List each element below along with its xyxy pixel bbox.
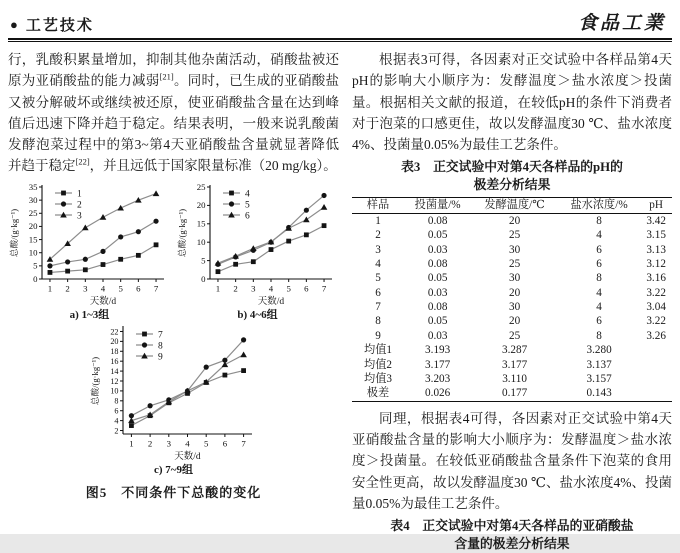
svg-text:1: 1 xyxy=(47,283,53,294)
table-cell: 30 xyxy=(509,301,521,313)
table-header-cell: 发酵温度/℃ xyxy=(471,198,558,213)
text-segment: ，并且远低于国家限量标准（20 mg/kg）。 xyxy=(89,158,337,174)
chart-c xyxy=(89,322,259,464)
svg-text:总酸/(g·kg⁻¹): 总酸/(g·kg⁻¹) xyxy=(9,208,19,257)
table-row xyxy=(352,372,672,386)
table-cell: 3.04 xyxy=(646,301,666,313)
table-cell: 3.177 xyxy=(425,358,451,371)
table3-title xyxy=(352,158,672,194)
table-cell: 20 xyxy=(509,286,521,299)
svg-text:10: 10 xyxy=(109,386,118,396)
svg-text:7: 7 xyxy=(157,330,163,341)
content-columns xyxy=(8,49,672,553)
svg-text:3: 3 xyxy=(83,283,88,294)
subplot-b xyxy=(176,181,339,322)
svg-text:3: 3 xyxy=(77,211,82,222)
table-row xyxy=(352,300,672,314)
svg-text:3: 3 xyxy=(251,283,256,294)
table-cell: 3.16 xyxy=(646,272,666,285)
svg-text:7: 7 xyxy=(321,283,327,294)
table-cell: 3.157 xyxy=(586,372,612,385)
table-cell xyxy=(640,386,672,401)
table-cell: 3.110 xyxy=(502,372,527,385)
section-header xyxy=(10,14,94,35)
table-cell: 4 xyxy=(596,286,602,299)
figure-5-caption: 图5 不同条件下总酸的变化 xyxy=(85,484,262,500)
journal-logo: 食品工業 xyxy=(577,13,666,34)
svg-text:30: 30 xyxy=(28,194,38,205)
svg-text:20: 20 xyxy=(196,199,206,210)
table-cell: 均值2 xyxy=(364,358,392,371)
table3-head-row xyxy=(352,198,672,213)
table-cell: 3.193 xyxy=(425,344,451,357)
svg-text:8: 8 xyxy=(113,396,118,406)
svg-text:2: 2 xyxy=(65,283,70,294)
table-cell: 7 xyxy=(375,301,381,313)
svg-text:10: 10 xyxy=(28,247,38,258)
svg-text:2: 2 xyxy=(147,438,152,449)
table-row xyxy=(352,271,672,285)
table-cell: 3.42 xyxy=(646,214,666,227)
svg-text:6: 6 xyxy=(245,211,250,222)
svg-text:0: 0 xyxy=(201,273,206,284)
svg-text:天数/d: 天数/d xyxy=(257,296,285,307)
svg-text:6: 6 xyxy=(113,406,118,416)
page-header xyxy=(8,6,672,38)
subplot-c-caption: c) 7~9组 xyxy=(153,463,193,476)
svg-text:天数/d: 天数/d xyxy=(89,296,117,307)
subplot-b-caption: b) 4~6组 xyxy=(237,308,278,321)
chart-a xyxy=(8,181,171,309)
table-cell: 3.287 xyxy=(502,344,528,357)
table-cell: 0.08 xyxy=(427,257,448,270)
svg-text:22: 22 xyxy=(109,327,118,337)
table-cell: 0.177 xyxy=(502,387,528,400)
table-cell: 9 xyxy=(375,329,381,342)
table-row xyxy=(352,386,672,401)
header-rule xyxy=(8,38,672,42)
table-cell: 8 xyxy=(596,272,602,285)
svg-text:2: 2 xyxy=(113,426,118,436)
svg-text:4: 4 xyxy=(184,438,190,449)
table3-body xyxy=(352,213,672,401)
svg-text:5: 5 xyxy=(33,260,38,271)
svg-text:20: 20 xyxy=(28,221,38,232)
figure-row-top xyxy=(8,181,339,322)
svg-text:1: 1 xyxy=(77,189,82,200)
table-cell: 均值1 xyxy=(364,344,392,357)
table-row xyxy=(352,257,672,271)
table-cell: 1 xyxy=(375,214,381,227)
svg-text:25: 25 xyxy=(196,181,206,192)
svg-text:25: 25 xyxy=(28,207,38,218)
svg-text:1: 1 xyxy=(128,438,134,449)
right-paragraph-2: 同理，根据表4可得，各因素对正交试验中第4天亚硝酸盐含量的影响大小顺序为：发酵温度＞盐水浓度＞投菌量。在较低亚硝酸盐含量条件下泡菜的食用安全性更高，故以发酵温度30 ℃、盐水浓度4%、投菌量0.05%为最佳工艺条件。 xyxy=(352,410,672,511)
svg-text:12: 12 xyxy=(109,376,118,386)
svg-text:15: 15 xyxy=(28,234,38,245)
svg-text:18: 18 xyxy=(109,346,118,356)
table-row xyxy=(352,213,672,228)
table-cell: 6 xyxy=(596,315,602,328)
table-cell: 3.26 xyxy=(646,329,666,342)
table3-title-line1: 表3 正交试验中对第4天各样品的pH的 xyxy=(401,160,623,175)
citation-superscript: [21] xyxy=(159,71,174,82)
table-cell: 25 xyxy=(509,229,521,242)
subplot-a xyxy=(8,181,171,322)
table-cell: 0.143 xyxy=(586,387,612,400)
svg-text:5: 5 xyxy=(203,438,208,449)
svg-text:4: 4 xyxy=(100,283,106,294)
svg-text:8: 8 xyxy=(157,341,163,352)
chart-b xyxy=(176,181,339,309)
table-row xyxy=(352,329,672,343)
table-cell: 20 xyxy=(509,214,521,227)
table-cell: 0.05 xyxy=(427,229,448,242)
table-cell: 0.03 xyxy=(427,286,448,299)
table-cell: 4 xyxy=(596,229,602,242)
svg-text:总酸/(g·kg⁻¹): 总酸/(g·kg⁻¹) xyxy=(177,208,187,257)
table-cell: 6 xyxy=(375,286,381,299)
svg-text:5: 5 xyxy=(286,283,291,294)
table-cell: 0.08 xyxy=(427,301,448,313)
svg-text:6: 6 xyxy=(136,283,141,294)
table3-title-line2: 极差分析结果 xyxy=(473,178,551,193)
svg-text:7: 7 xyxy=(153,283,159,294)
svg-text:7: 7 xyxy=(240,438,246,449)
table-cell: 20 xyxy=(509,315,521,328)
table4-title xyxy=(352,517,672,553)
text-segment: 行，乳酸积累量增加，抑制其他杂菌活动，硝酸盐被还原为亚硝酸盐的能力减弱 xyxy=(8,52,339,89)
table-cell: 3.22 xyxy=(646,315,666,328)
svg-text:16: 16 xyxy=(109,356,118,366)
svg-text:0: 0 xyxy=(33,273,38,284)
svg-text:5: 5 xyxy=(118,283,123,294)
table-row xyxy=(352,358,672,372)
table-header-cell: 样品 xyxy=(352,198,404,213)
svg-text:天数/d: 天数/d xyxy=(173,451,201,462)
table-cell: 25 xyxy=(509,257,521,270)
table-cell: 0.026 xyxy=(425,387,451,400)
table-row xyxy=(352,343,672,357)
table-cell: 3.280 xyxy=(586,344,612,357)
svg-text:6: 6 xyxy=(222,438,227,449)
right-column xyxy=(352,49,672,553)
table-row xyxy=(352,286,672,300)
svg-text:9: 9 xyxy=(157,352,163,363)
text-segment: 。同时，已生成的亚硝酸盐又被分解破坏或继续被还原，使亚硝酸盐含量在达到峰值后迅速下降并趋于稳定。结果表明，一般来说乳酸菌发酵泡菜过程中的第3~第4天亚硝酸盐含量就显著降低并趋于稳定 xyxy=(8,73,340,174)
table-cell: 0.05 xyxy=(427,272,448,285)
table3 xyxy=(352,197,672,401)
table-cell: 3.15 xyxy=(646,229,666,242)
table-cell: 25 xyxy=(509,329,521,342)
table-header-cell: pH xyxy=(640,198,672,213)
table-cell: 4 xyxy=(375,257,381,270)
table-cell: 3.22 xyxy=(646,286,666,299)
table-row xyxy=(352,243,672,257)
table-cell: 8 xyxy=(596,214,602,227)
table-cell: 5 xyxy=(375,272,381,285)
citation-superscript: [22] xyxy=(75,156,90,167)
table-cell: 0.03 xyxy=(427,329,448,342)
table-header-cell: 盐水浓度/% xyxy=(558,198,640,213)
svg-text:3: 3 xyxy=(166,438,171,449)
table-cell: 3.137 xyxy=(586,358,612,371)
table4-title-line2: 含量的极差分析结果 xyxy=(454,537,570,552)
svg-text:2: 2 xyxy=(233,283,238,294)
svg-text:6: 6 xyxy=(304,283,309,294)
table4-title-line1: 表4 正交试验中对第4天各样品的亚硝酸盐 xyxy=(390,519,634,534)
table-cell: 均值3 xyxy=(364,372,392,385)
table-cell: 6 xyxy=(596,257,602,270)
table-cell xyxy=(640,343,672,357)
svg-text:1: 1 xyxy=(215,283,221,294)
table-cell xyxy=(640,372,672,386)
figure-5 xyxy=(8,181,339,501)
svg-text:4: 4 xyxy=(268,283,274,294)
table-cell: 6 xyxy=(596,243,602,256)
table-cell: 0.03 xyxy=(427,243,448,256)
figure-row-bottom xyxy=(8,322,339,477)
table-cell xyxy=(640,358,672,372)
svg-text:5: 5 xyxy=(201,255,206,266)
table-cell: 3 xyxy=(375,243,381,256)
subplot-a-caption: a) 1~3组 xyxy=(69,308,110,321)
svg-text:15: 15 xyxy=(196,218,206,229)
section-bullet-icon: ● xyxy=(10,17,20,32)
svg-text:35: 35 xyxy=(28,181,38,192)
subplot-c xyxy=(89,322,259,477)
table-row xyxy=(352,228,672,242)
table-cell: 3.13 xyxy=(646,243,666,256)
table-cell: 8 xyxy=(596,329,602,342)
svg-text:14: 14 xyxy=(109,366,118,376)
svg-text:10: 10 xyxy=(196,236,206,247)
table-cell: 0.08 xyxy=(427,214,448,227)
svg-text:4: 4 xyxy=(245,189,250,200)
svg-text:2: 2 xyxy=(77,200,82,211)
svg-text:总酸/(g·kg⁻¹): 总酸/(g·kg⁻¹) xyxy=(89,356,100,405)
table-cell: 3.177 xyxy=(502,358,528,371)
svg-text:20: 20 xyxy=(109,336,118,346)
svg-text:5: 5 xyxy=(245,200,250,211)
table-cell: 30 xyxy=(509,243,521,256)
section-title: 工艺技术 xyxy=(25,17,94,34)
right-paragraph-1: 根据表3可得，各因素对正交试验中各样品第4天pH的影响大小顺序为：发酵温度＞盐水浓度＞投菌量。根据相关文献的报道，在较低pH的条件下消费者对于泡菜的口感更佳，故以发酵温度30 ℃、盐水浓度4%、投菌量0.05%为最佳工艺条件。 xyxy=(352,52,672,153)
svg-text:4: 4 xyxy=(113,416,118,426)
table-cell: 2 xyxy=(375,229,381,242)
table-cell: 3.12 xyxy=(646,257,666,270)
table-cell: 30 xyxy=(509,272,521,285)
left-paragraph xyxy=(8,49,339,177)
table-cell: 0.05 xyxy=(427,315,448,328)
table-cell: 3.203 xyxy=(425,372,451,385)
table-header-cell: 投菌量/% xyxy=(404,198,471,213)
left-column xyxy=(8,49,339,553)
table-cell: 4 xyxy=(596,301,602,313)
table-cell: 极差 xyxy=(366,387,390,400)
table-cell: 8 xyxy=(375,315,381,328)
table-row xyxy=(352,314,672,328)
